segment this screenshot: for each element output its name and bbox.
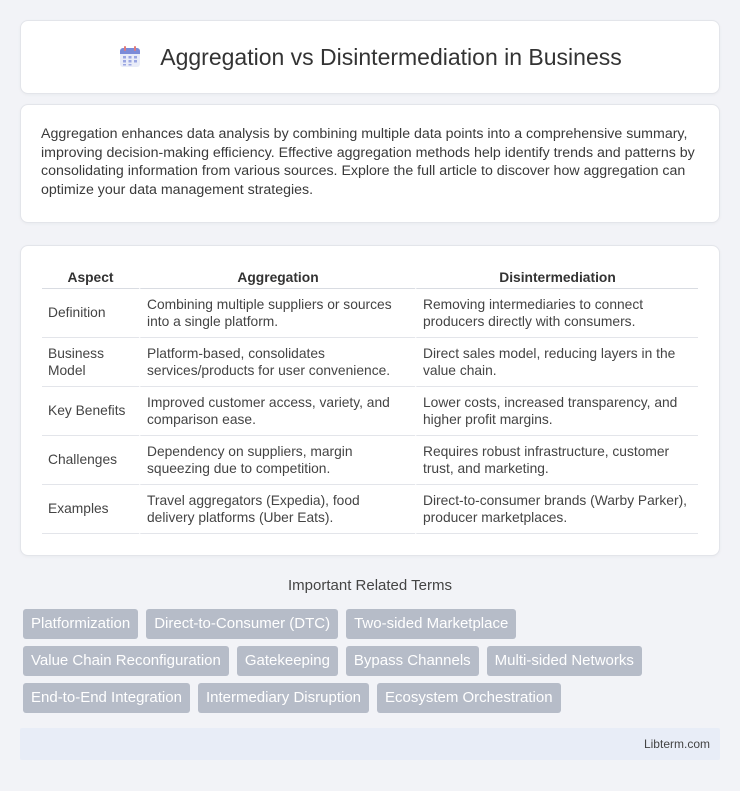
- related-terms-list: [23, 609, 703, 713]
- intro-card: [20, 104, 720, 223]
- related-term-tag[interactable]: Platformization: [23, 609, 138, 639]
- table-row: [42, 436, 698, 485]
- aspect-cell: Examples: [42, 485, 139, 534]
- related-term-tag[interactable]: Gatekeeping: [237, 646, 338, 676]
- table-row: [42, 387, 698, 436]
- footer-site-link[interactable]: Libterm.com: [643, 737, 710, 751]
- aggregation-cell: Travel aggregators (Expedia), food delivery platforms (Uber Eats).: [139, 485, 415, 534]
- related-term-tag[interactable]: Direct-to-Consumer (DTC): [146, 609, 338, 639]
- aspect-cell: Definition: [42, 289, 139, 338]
- disintermediation-cell: Removing intermediaries to connect producers directly with consumers.: [415, 289, 698, 338]
- aggregation-cell: Dependency on suppliers, margin squeezing due to competition.: [139, 436, 415, 485]
- title-wrap: [118, 44, 622, 71]
- related-term-tag[interactable]: Intermediary Disruption: [198, 683, 369, 713]
- disintermediation-cell: Lower costs, increased transparency, and higher profit margins.: [415, 387, 698, 436]
- table-row: [42, 338, 698, 387]
- disintermediation-cell: Requires robust infrastructure, customer trust, and marketing.: [415, 436, 698, 485]
- disintermediation-cell: Direct-to-consumer brands (Warby Parker), producer marketplaces.: [415, 485, 698, 534]
- aspect-cell: Business Model: [42, 338, 139, 387]
- column-header-aggregation: Aggregation: [139, 266, 415, 289]
- footer: [20, 728, 720, 760]
- aspect-cell: Challenges: [42, 436, 139, 485]
- related-term-tag[interactable]: Two-sided Marketplace: [346, 609, 516, 639]
- page-title: Aggregation vs Disintermediation in Business: [160, 43, 622, 70]
- column-header-disintermediation: Disintermediation: [415, 266, 698, 289]
- aggregation-cell: Combining multiple suppliers or sources into a single platform.: [139, 289, 415, 338]
- column-header-aspect: Aspect: [42, 266, 139, 289]
- aspect-cell: Key Benefits: [42, 387, 139, 436]
- aggregation-cell: Platform-based, consolidates services/products for user convenience.: [139, 338, 415, 387]
- comparison-table-card: [20, 245, 720, 556]
- calendar-icon: [118, 45, 142, 69]
- related-term-tag[interactable]: Multi-sided Networks: [487, 646, 642, 676]
- comparison-table: [42, 266, 698, 534]
- table-row: [42, 485, 698, 534]
- table-row: [42, 289, 698, 338]
- related-terms-title: Important Related Terms: [288, 577, 452, 594]
- intro-text: Aggregation enhances data analysis by combining multiple data points into a comprehensive summary, improving decision-making efficiency. Effective aggregation methods help identify trends and patterns by consolidating information from various sources. Explore the full article to discover how aggregation can optimize your data management strategies.: [41, 126, 695, 198]
- related-term-tag[interactable]: Ecosystem Orchestration: [377, 683, 561, 713]
- header-card: [20, 20, 720, 94]
- disintermediation-cell: Direct sales model, reducing layers in the value chain.: [415, 338, 698, 387]
- aggregation-cell: Improved customer access, variety, and comparison ease.: [139, 387, 415, 436]
- related-term-tag[interactable]: End-to-End Integration: [23, 683, 190, 713]
- table-header-row: [42, 266, 698, 289]
- related-term-tag[interactable]: Bypass Channels: [346, 646, 479, 676]
- related-term-tag[interactable]: Value Chain Reconfiguration: [23, 646, 229, 676]
